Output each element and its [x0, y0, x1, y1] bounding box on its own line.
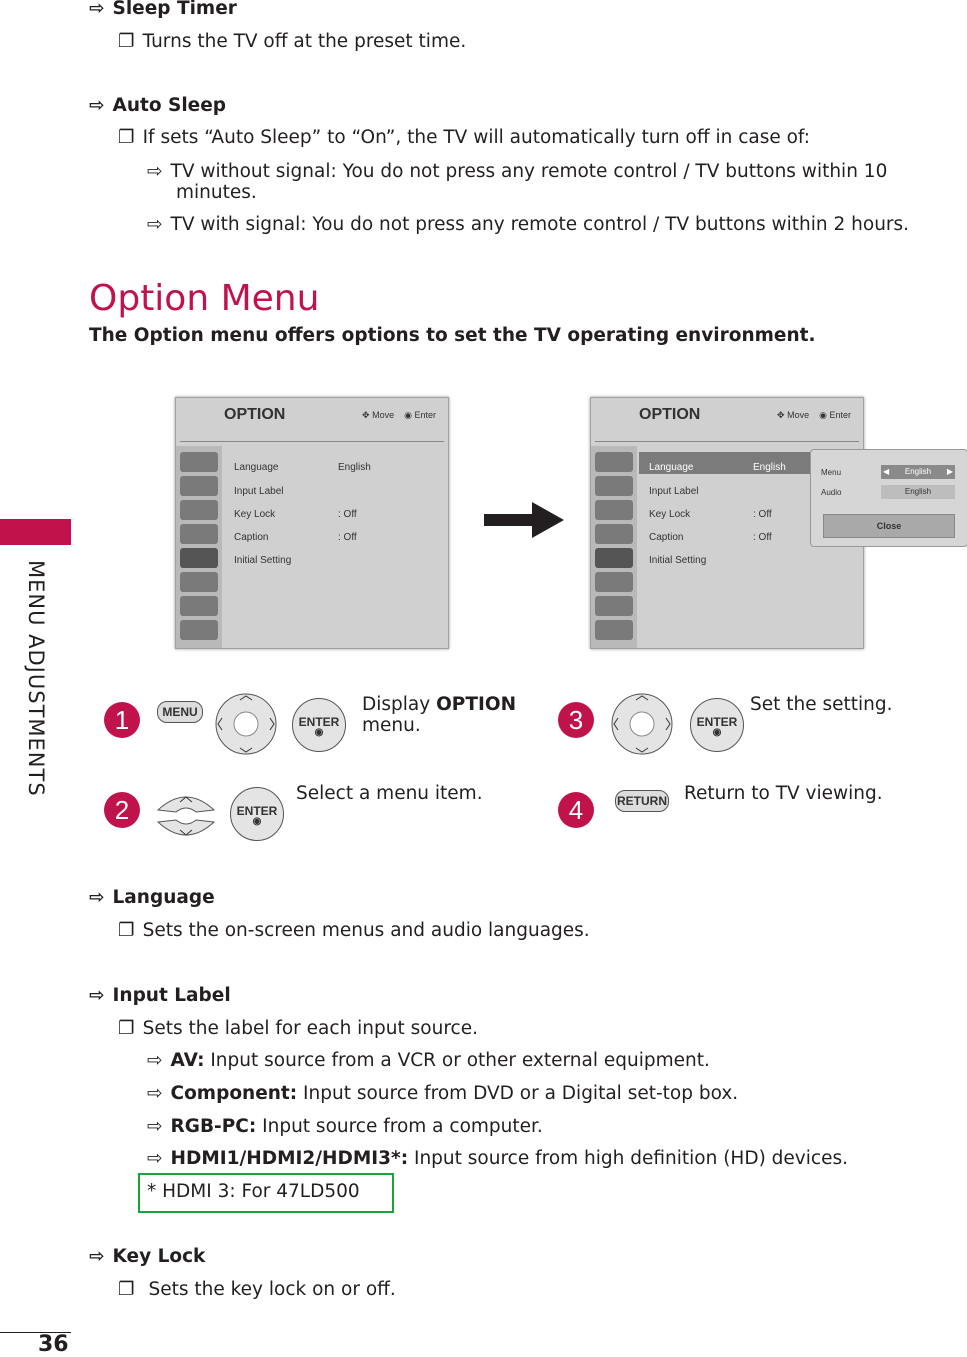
step-4-number: 4 — [558, 792, 594, 828]
osd-value-caption: : Off — [338, 532, 357, 543]
step-3-text: Set the setting. — [750, 694, 893, 715]
audio-icon — [595, 500, 633, 520]
arrow-icon: ⇨ — [89, 887, 105, 908]
osd-value-language: English — [338, 462, 371, 473]
arrow-icon: ⇨ — [147, 1116, 163, 1137]
enter-button: ENTER ◉ — [230, 787, 284, 841]
arrow-icon: ⇨ — [147, 1148, 163, 1169]
osd-screen-before — [175, 397, 449, 649]
arrow-icon: ⇨ — [147, 214, 163, 235]
enter-button: ENTER ◉ — [292, 698, 346, 752]
move-icon: ✥ — [362, 410, 370, 420]
step-1-text: Display OPTION — [362, 694, 517, 715]
language-desc: ❐ Sets the on-screen menus and audio languages. — [118, 920, 590, 941]
page-title: Option Menu — [89, 278, 320, 319]
osd-row-language: Language — [234, 462, 279, 473]
arrow-icon: ⇨ — [89, 95, 105, 116]
checkbox-icon: ❐ — [118, 1018, 135, 1039]
osd-row-caption: Caption — [649, 532, 684, 543]
checkbox-icon: ❐ — [118, 127, 135, 148]
osd-value-key-lock: : Off — [338, 509, 357, 520]
key-lock-desc: ❐ Sets the key lock on or off. — [118, 1279, 396, 1300]
channel-icon — [180, 452, 218, 472]
right-arrow-icon: ▶ — [946, 467, 953, 476]
arrow-icon: ⇨ — [147, 161, 163, 182]
input-item-rgb-pc: ⇨ RGB-PC: Input source from a computer. — [147, 1116, 543, 1137]
auto-sleep-desc: ❐ If sets “Auto Sleep” to “On”, the TV will automatically turn off in case of: — [118, 127, 811, 148]
nav-pad-icon — [610, 692, 674, 756]
osd-value-language: English — [753, 462, 786, 473]
arrow-icon: ⇨ — [89, 985, 105, 1006]
arrow-icon: ⇨ — [147, 1083, 163, 1104]
input-item-hdmi: ⇨ HDMI1/HDMI2/HDMI3*: Input source from high definition (HD) devices. — [147, 1148, 848, 1169]
enter-button: ENTER ◉ — [690, 698, 744, 752]
arrow-icon: ⇨ — [89, 0, 105, 19]
step-2-number: 2 — [104, 792, 140, 828]
arrow-icon: ⇨ — [89, 1246, 105, 1267]
checkbox-icon: ❐ — [118, 1279, 135, 1300]
sidebar-tab — [0, 519, 71, 545]
osd-value-key-lock: : Off — [753, 509, 772, 520]
sleep-timer-desc: ❐ Turns the TV off at the preset time. — [118, 31, 467, 52]
menu-button: MENU — [157, 701, 203, 723]
osd-row-initial-setting: Initial Setting — [234, 555, 292, 566]
key-lock-heading: ⇨ Key Lock — [89, 1246, 206, 1267]
popup-audio-value[interactable]: English — [881, 485, 955, 499]
step-1-number: 1 — [104, 702, 140, 738]
step-2-text: Select a menu item. — [296, 783, 483, 804]
osd-row-input-label: Input Label — [649, 486, 699, 497]
time-icon — [180, 524, 218, 544]
osd-divider — [180, 441, 444, 442]
language-heading: ⇨ Language — [89, 887, 215, 908]
osd-row-language: Language — [649, 462, 694, 473]
input-label-desc: ❐ Sets the label for each input source. — [118, 1018, 478, 1039]
usb-icon — [595, 620, 633, 640]
popup-close-button[interactable]: Close — [823, 514, 955, 538]
osd-row-initial-setting: Initial Setting — [649, 555, 707, 566]
page-subtitle: The Option menu offers options to set the TV operating environment. — [89, 325, 816, 346]
option-icon — [595, 548, 633, 568]
osd-icon-column — [591, 446, 637, 648]
input-icon — [595, 596, 633, 616]
return-button: RETURN — [615, 790, 669, 812]
step-4-text: Return to TV viewing. — [684, 783, 883, 804]
picture-icon — [180, 476, 218, 496]
section-label: MENU ADJUSTMENTS — [24, 560, 48, 797]
input-label-heading: ⇨ Input Label — [89, 985, 231, 1006]
left-arrow-icon: ◀ — [883, 467, 890, 476]
up-down-keys-icon — [156, 790, 216, 842]
enter-dot-icon: ◉ — [314, 727, 324, 738]
step-3-number: 3 — [558, 702, 594, 738]
osd-title: OPTION — [639, 406, 701, 423]
auto-sleep-item-1: ⇨ TV without signal: You do not press any remote control / TV buttons within 10 — [147, 161, 888, 182]
osd-nav-hint: ✥ Move ◉ Enter — [777, 410, 851, 420]
popup-menu-value[interactable]: ◀ English ▶ — [881, 465, 955, 479]
auto-sleep-item-2: ⇨ TV with signal: You do not press any remote control / TV buttons within 2 hours. — [147, 214, 910, 235]
osd-title: OPTION — [224, 406, 286, 423]
usb-icon — [180, 620, 218, 640]
osd-row-key-lock: Key Lock — [649, 509, 691, 520]
checkbox-icon: ❐ — [118, 920, 135, 941]
channel-icon — [595, 452, 633, 472]
auto-sleep-item-1-cont: minutes. — [176, 182, 257, 203]
page-number: 36 — [38, 1332, 69, 1357]
transition-arrow-icon — [484, 500, 566, 540]
input-icon — [180, 596, 218, 616]
sleep-timer-heading: ⇨ Sleep Timer — [89, 0, 237, 19]
enter-dot-icon: ◉ — [819, 410, 827, 420]
time-icon — [595, 524, 633, 544]
auto-sleep-heading: ⇨ Auto Sleep — [89, 95, 226, 116]
input-item-component: ⇨ Component: Input source from DVD or a Digital set-top box. — [147, 1083, 739, 1104]
input-item-av: ⇨ AV: Input source from a VCR or other external equipment. — [147, 1050, 710, 1071]
hdmi-note: * HDMI 3: For 47LD500 — [147, 1181, 360, 1202]
lock-icon — [180, 572, 218, 592]
osd-divider — [595, 441, 859, 442]
arrow-icon: ⇨ — [147, 1050, 163, 1071]
osd-row-key-lock: Key Lock — [234, 509, 276, 520]
osd-nav-hint: ✥ Move ◉ Enter — [362, 410, 436, 420]
move-icon: ✥ — [777, 410, 785, 420]
osd-row-caption: Caption — [234, 532, 269, 543]
audio-icon — [180, 500, 218, 520]
osd-row-input-label: Input Label — [234, 486, 284, 497]
language-popup — [810, 449, 967, 547]
enter-dot-icon: ◉ — [404, 410, 412, 420]
popup-audio-label: Audio — [821, 488, 842, 497]
enter-dot-icon: ◉ — [712, 727, 722, 738]
lock-icon — [595, 572, 633, 592]
option-icon — [180, 548, 218, 568]
picture-icon — [595, 476, 633, 496]
popup-menu-label: Menu — [821, 468, 842, 477]
nav-pad-icon — [214, 692, 278, 756]
osd-value-caption: : Off — [753, 532, 772, 543]
step-1-text-cont: menu. — [362, 715, 421, 736]
enter-dot-icon: ◉ — [252, 816, 262, 827]
osd-icon-column — [176, 446, 222, 648]
checkbox-icon: ❐ — [118, 31, 135, 52]
